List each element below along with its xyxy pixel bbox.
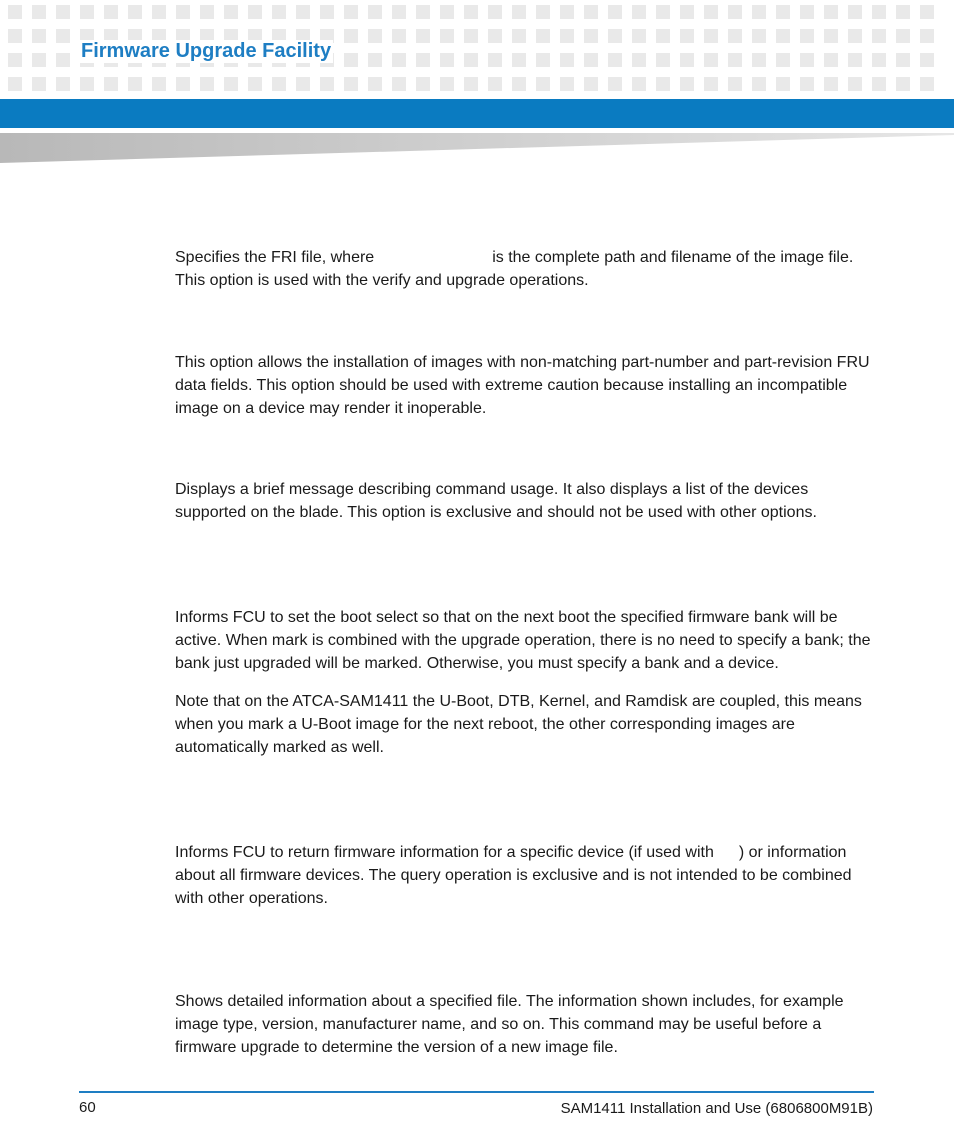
pattern-square (224, 77, 238, 91)
pattern-square (776, 53, 790, 67)
pattern-square (440, 5, 454, 19)
paragraph: This option allows the installation of images with non-matching part-number and part-revision FRU data fields. This option should be used with extreme caution because installing an incompatible image on a device may render it inoperable. (175, 354, 870, 417)
pattern-square (512, 5, 526, 19)
pattern-square (8, 5, 22, 19)
pattern-square (728, 53, 742, 67)
pattern-square (440, 53, 454, 67)
pattern-square (848, 29, 862, 43)
pattern-square (56, 77, 70, 91)
pattern-square (728, 77, 742, 91)
pattern-square (296, 77, 310, 91)
pattern-square (608, 53, 622, 67)
pattern-square (248, 5, 262, 19)
pattern-square (656, 53, 670, 67)
paragraph: Shows detailed information about a specified file. The information shown includes, for example image type, version, manufacturer name, and so on. This command may be useful before a firmware upgrade to determine the version of a new image file. (175, 993, 844, 1056)
pattern-square (560, 53, 574, 67)
pattern-square (272, 5, 286, 19)
pattern-square (344, 5, 358, 19)
pattern-square (536, 29, 550, 43)
pattern-square (368, 53, 382, 67)
pattern-square (584, 5, 598, 19)
pattern-square (32, 77, 46, 91)
pattern-square (320, 5, 334, 19)
paragraph: Informs FCU to return firmware information for a specific device (if used with ) or information about all firmware devices. The query operation is exclusive and is not intended to be combined with other operations. (175, 844, 852, 907)
pattern-square (824, 53, 838, 67)
pattern-square (488, 29, 502, 43)
pattern-square (128, 5, 142, 19)
pattern-square (176, 5, 190, 19)
pattern-square (416, 29, 430, 43)
pattern-square (920, 77, 934, 91)
pattern-square (824, 77, 838, 91)
pattern-square (80, 77, 94, 91)
pattern-square (776, 5, 790, 19)
paragraph: Displays a brief message describing command usage. It also displays a list of the devices supported on the blade. This option is exclusive and should not be used with other options. (175, 481, 817, 521)
pattern-square (176, 77, 190, 91)
pattern-square (776, 77, 790, 91)
pattern-square (920, 29, 934, 43)
pattern-square (512, 29, 526, 43)
pattern-square (896, 77, 910, 91)
pattern-square (80, 5, 94, 19)
pattern-square (752, 5, 766, 19)
option-help-description (175, 478, 875, 524)
option-file-description (175, 246, 875, 292)
pattern-square (536, 5, 550, 19)
pattern-square (704, 53, 718, 67)
pattern-square (200, 5, 214, 19)
pattern-square (344, 53, 358, 67)
pattern-square (488, 53, 502, 67)
pattern-square (920, 53, 934, 67)
pattern-square (824, 29, 838, 43)
pattern-square (152, 5, 166, 19)
pattern-square (416, 77, 430, 91)
pattern-square (680, 53, 694, 67)
pattern-square (200, 77, 214, 91)
pattern-square (440, 29, 454, 43)
pattern-square (392, 5, 406, 19)
pattern-square (728, 29, 742, 43)
pattern-square (680, 29, 694, 43)
pattern-square (824, 5, 838, 19)
pattern-square (440, 77, 454, 91)
pattern-square (872, 29, 886, 43)
pattern-square (344, 29, 358, 43)
pattern-square (104, 77, 118, 91)
pattern-square (32, 5, 46, 19)
option-force-description (175, 351, 875, 420)
pattern-square (656, 29, 670, 43)
pattern-square (848, 5, 862, 19)
document-title: SAM1411 Installation and Use (6806800M91B) (560, 1100, 873, 1117)
pattern-square (128, 77, 142, 91)
pattern-square (704, 5, 718, 19)
pattern-square (584, 53, 598, 67)
pattern-square (752, 77, 766, 91)
pattern-square (584, 77, 598, 91)
pattern-square (680, 5, 694, 19)
pattern-square (344, 77, 358, 91)
pattern-square (632, 29, 646, 43)
pattern-square (248, 77, 262, 91)
pattern-square (488, 77, 502, 91)
pattern-square (392, 77, 406, 91)
pattern-square (872, 77, 886, 91)
pattern-square (656, 77, 670, 91)
pattern-square (104, 5, 118, 19)
section-title: Firmware Upgrade Facility (81, 40, 332, 62)
paragraph: Informs FCU to set the boot select so that on the next boot the specified firmware bank will be active. When mark is combined with the upgrade operation, there is no need to specify a bank; the bank just upgraded will be marked. Otherwise, you must specify a bank and a device. (175, 609, 871, 672)
pattern-square (920, 5, 934, 19)
pattern-square (560, 77, 574, 91)
pattern-square (632, 5, 646, 19)
pattern-square (296, 5, 310, 19)
pattern-square (512, 53, 526, 67)
pattern-square (632, 53, 646, 67)
pattern-square (632, 77, 646, 91)
pattern-square (272, 77, 286, 91)
header-blue-bar (0, 99, 954, 128)
pattern-square (608, 77, 622, 91)
pattern-square (704, 77, 718, 91)
pattern-square (656, 5, 670, 19)
footer-rule (79, 1091, 874, 1093)
pattern-square (896, 5, 910, 19)
pattern-square (536, 77, 550, 91)
pattern-square (488, 5, 502, 19)
option-mark-description (175, 606, 875, 759)
pattern-square (800, 29, 814, 43)
pattern-square (680, 77, 694, 91)
pattern-square (8, 53, 22, 67)
pattern-square (56, 29, 70, 43)
pattern-square (872, 5, 886, 19)
pattern-square (752, 29, 766, 43)
pattern-square (536, 53, 550, 67)
pattern-square (848, 77, 862, 91)
pattern-square (704, 29, 718, 43)
pattern-square (848, 53, 862, 67)
pattern-square (152, 77, 166, 91)
pattern-square (416, 53, 430, 67)
pattern-square (56, 53, 70, 67)
pattern-square (368, 77, 382, 91)
option-info-description (175, 990, 875, 1059)
pattern-square (896, 53, 910, 67)
pattern-square (800, 53, 814, 67)
pattern-square (776, 29, 790, 43)
paragraph: Specifies the FRI file, where is the complete path and filename of the image file. This option is used with the verify and upgrade operations. (175, 249, 854, 289)
pattern-square (800, 77, 814, 91)
paragraph: Note that on the ATCA-SAM1411 the U-Boot, DTB, Kernel, and Ramdisk are coupled, this means when you mark a U-Boot image for the next reboot, the other corresponding images are automatically marked as well. (175, 693, 862, 756)
pattern-square (608, 5, 622, 19)
pattern-square (464, 53, 478, 67)
pattern-square (512, 77, 526, 91)
pattern-square (464, 77, 478, 91)
page-number: 60 (79, 1099, 96, 1116)
pattern-square (464, 5, 478, 19)
pattern-square (320, 77, 334, 91)
pattern-square (8, 77, 22, 91)
pattern-square (464, 29, 478, 43)
pattern-square (392, 53, 406, 67)
pattern-square (224, 5, 238, 19)
pattern-square (608, 29, 622, 43)
pattern-square (872, 53, 886, 67)
pattern-square (560, 5, 574, 19)
option-query-description (175, 841, 875, 910)
pattern-square (560, 29, 574, 43)
pattern-square (8, 29, 22, 43)
pattern-square (800, 5, 814, 19)
pattern-square (392, 29, 406, 43)
pattern-square (56, 5, 70, 19)
pattern-square (584, 29, 598, 43)
pattern-square (368, 29, 382, 43)
pattern-square (416, 5, 430, 19)
pattern-square (32, 53, 46, 67)
pattern-square (728, 5, 742, 19)
pattern-square (752, 53, 766, 67)
pattern-square (896, 29, 910, 43)
header-gray-wedge (0, 131, 954, 163)
pattern-square (368, 5, 382, 19)
pattern-square (32, 29, 46, 43)
